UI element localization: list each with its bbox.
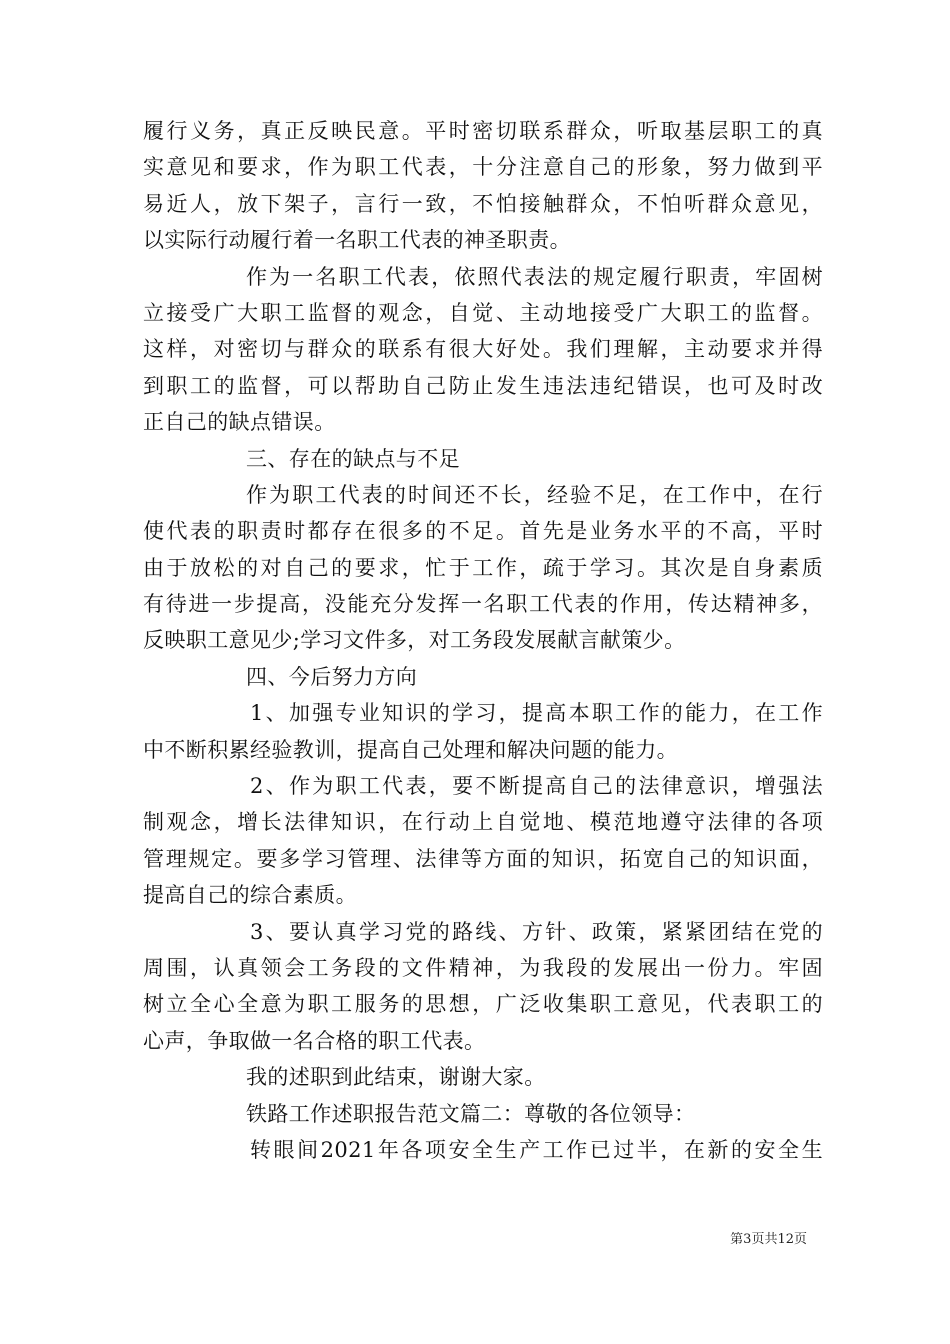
closing-line: 我的述职到此结束，谢谢大家。 (246, 1065, 546, 1090)
text-line: 使代表的职责时都存在很多的不足。首先是业务水平的不高，平时 (143, 519, 823, 544)
list-item-first-line: 3、要认真学习党的路线、方针、政策，紧紧团结在党的 (250, 919, 823, 944)
text-line: 易近人，放下架子，言行一致，不怕接触群众，不怕听群众意见， (143, 191, 823, 216)
text-line: 正自己的缺点错误。 (143, 410, 336, 435)
text-line: 以实际行动履行着一名职工代表的神圣职责。 (143, 228, 571, 253)
text-line: 实意见和要求，作为职工代表，十分注意自己的形象，努力做到平 (143, 155, 823, 180)
text-line: 周围，认真领会工务段的文件精神，为我段的发展出一份力。牢固 (143, 955, 823, 980)
text-line: 立接受广大职工监督的观念，自觉、主动地接受广大职工的监督。 (143, 300, 823, 325)
text-line: 履行义务，真正反映民意。平时密切联系群众，听取基层职工的真 (143, 119, 823, 143)
list-item-first-line: 2、作为职工代表，要不断提高自己的法律意识，增强法 (250, 774, 823, 799)
paragraph-first-line: 转眼间2021年各项安全生产工作已过半，在新的安全生 (250, 1137, 823, 1162)
text-line: 反映职工意见少;学习文件多，对工务段发展献言献策少。 (143, 628, 686, 653)
document-body (143, 113, 823, 1168)
list-item-first-line: 1、加强专业知识的学习，提高本职工作的能力，在工作 (250, 701, 823, 726)
text-line: 树立全心全意为职工服务的思想，广泛收集职工意见，代表职工的 (143, 992, 823, 1017)
text-line: 到职工的监督，可以帮助自己防止发生违法违纪错误，也可及时改 (143, 373, 823, 398)
text-line: 中不断积累经验教训，提高自己处理和解决问题的能力。 (143, 737, 678, 762)
article-title-line: 铁路工作述职报告范文篇二：尊敬的各位领导： (246, 1101, 696, 1126)
text-line: 有待进一步提高，没能充分发挥一名职工代表的作用，传达精神多， (143, 592, 823, 617)
paragraph-first-line: 作为职工代表的时间还不长，经验不足，在工作中，在行 (246, 482, 823, 507)
section-heading: 三、存在的缺点与不足 (246, 446, 460, 471)
text-line: 提高自己的综合素质。 (143, 883, 357, 908)
paragraph-first-line: 作为一名职工代表，依照代表法的规定履行职责，牢固树 (246, 264, 823, 289)
text-line: 心声，争取做一名合格的职工代表。 (143, 1028, 486, 1053)
text-line: 由于放松的对自己的要求，忙于工作，疏于学习。其次是自身素质 (143, 555, 823, 580)
text-line: 制观念，增长法律知识，在行动上自觉地、模范地遵守法律的各项 (143, 810, 823, 835)
page-number: 第3页共12页 (730, 1232, 807, 1247)
text-line: 这样，对密切与群众的联系有很大好处。我们理解，主动要求并得 (143, 337, 823, 362)
text-line: 管理规定。要多学习管理、法律等方面的知识，拓宽自己的知识面， (143, 846, 823, 871)
section-heading: 四、今后努力方向 (246, 664, 418, 689)
